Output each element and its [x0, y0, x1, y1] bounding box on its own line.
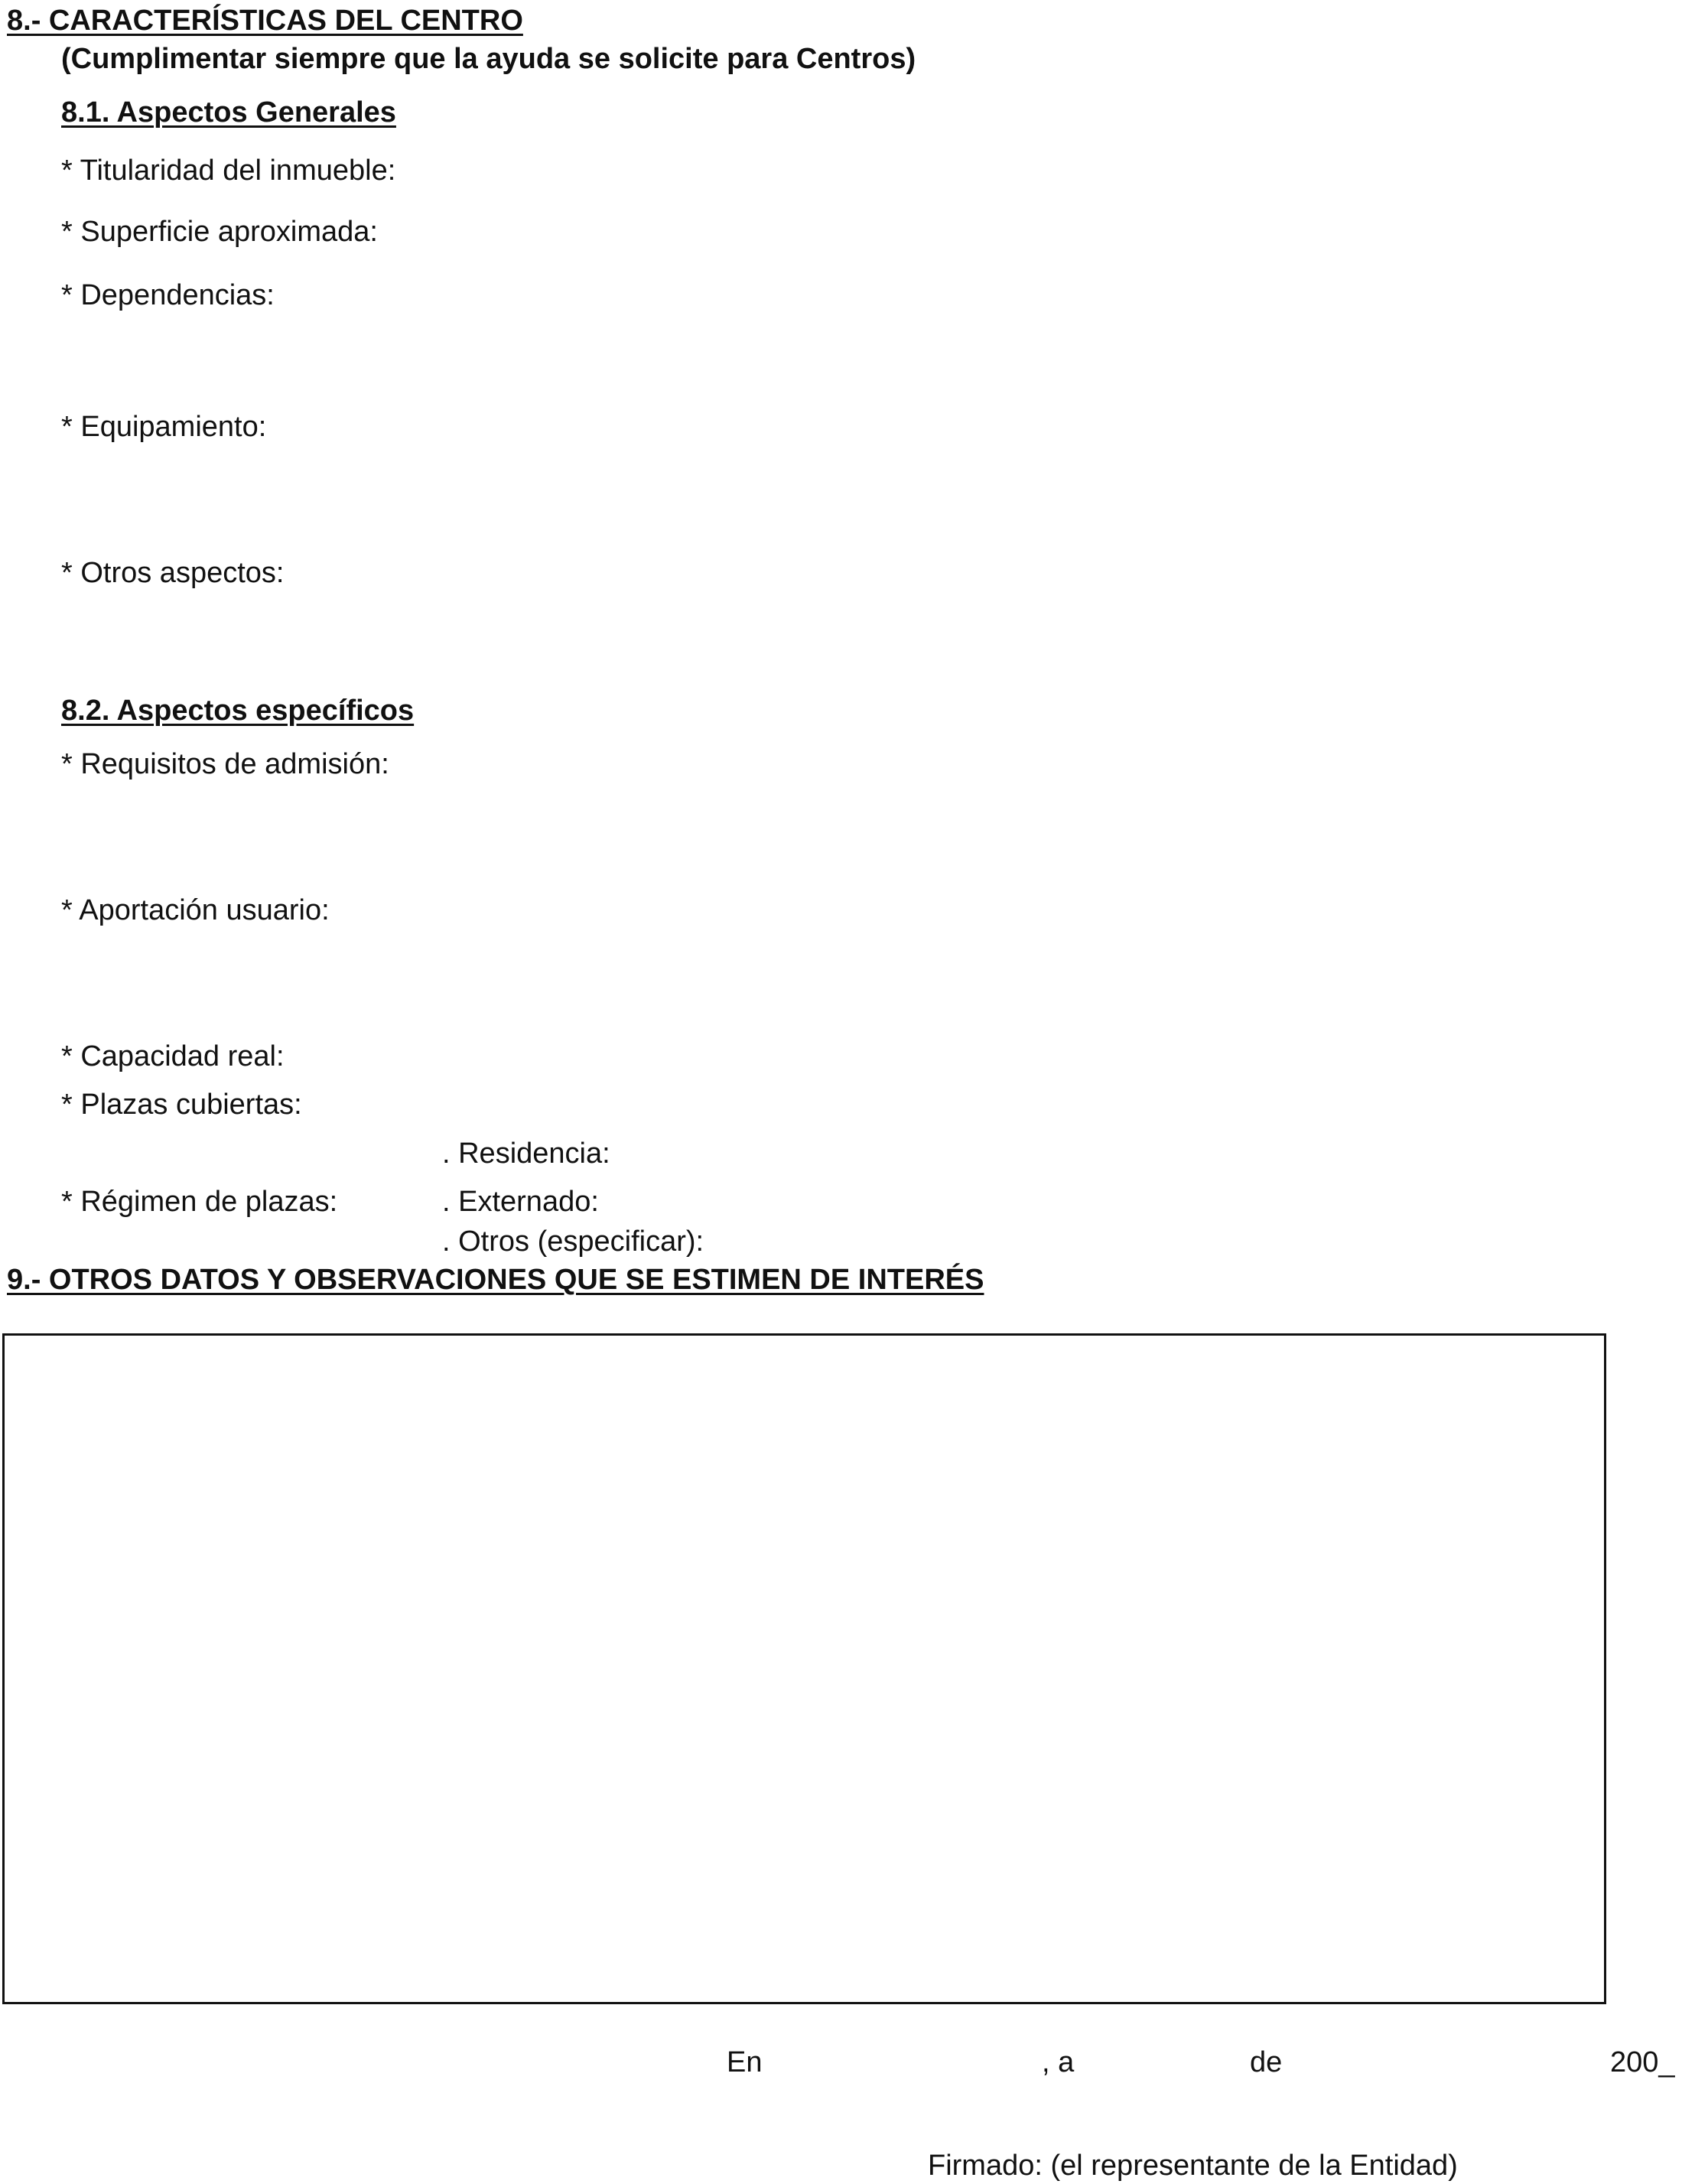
- option-externado: . Externado:: [442, 1186, 599, 1218]
- field-dependencias: * Dependencias:: [61, 279, 275, 311]
- place-label: En: [727, 2046, 763, 2078]
- field-otros-aspectos: * Otros aspectos:: [61, 557, 285, 589]
- section-8-2-title: 8.2. Aspectos específicos: [61, 695, 415, 727]
- field-equipamiento: * Equipamiento:: [61, 411, 267, 443]
- option-otros-especificar: . Otros (especificar):: [442, 1225, 704, 1258]
- field-regimen-plazas: * Régimen de plazas:: [61, 1186, 338, 1218]
- section-8-subtitle: (Cumplimentar siempre que la ayuda se solicite para Centros): [61, 43, 916, 75]
- field-plazas-cubiertas: * Plazas cubiertas:: [61, 1089, 302, 1121]
- field-titularidad: * Titularidad del inmueble:: [61, 155, 396, 187]
- signature-label: Firmado: (el representante de la Entidad): [928, 2150, 1458, 2182]
- field-capacidad-real: * Capacidad real:: [61, 1040, 285, 1072]
- date-year-label: 200_: [1610, 2046, 1675, 2078]
- section-9-title: 9.- OTROS DATOS Y OBSERVACIONES QUE SE ESTIMEN DE INTERÉS: [7, 1264, 984, 1296]
- field-superficie: * Superficie aproximada:: [61, 216, 378, 248]
- option-residencia: . Residencia:: [442, 1138, 610, 1170]
- section-8-1-title: 8.1. Aspectos Generales: [61, 96, 396, 129]
- field-requisitos-admision: * Requisitos de admisión:: [61, 748, 389, 780]
- date-month-label: de: [1250, 2046, 1283, 2078]
- date-day-label: , a: [1042, 2046, 1075, 2078]
- section-8-title: 8.- CARACTERÍSTICAS DEL CENTRO: [7, 5, 523, 37]
- observations-box[interactable]: [2, 1333, 1606, 2004]
- field-aportacion-usuario: * Aportación usuario:: [61, 894, 330, 926]
